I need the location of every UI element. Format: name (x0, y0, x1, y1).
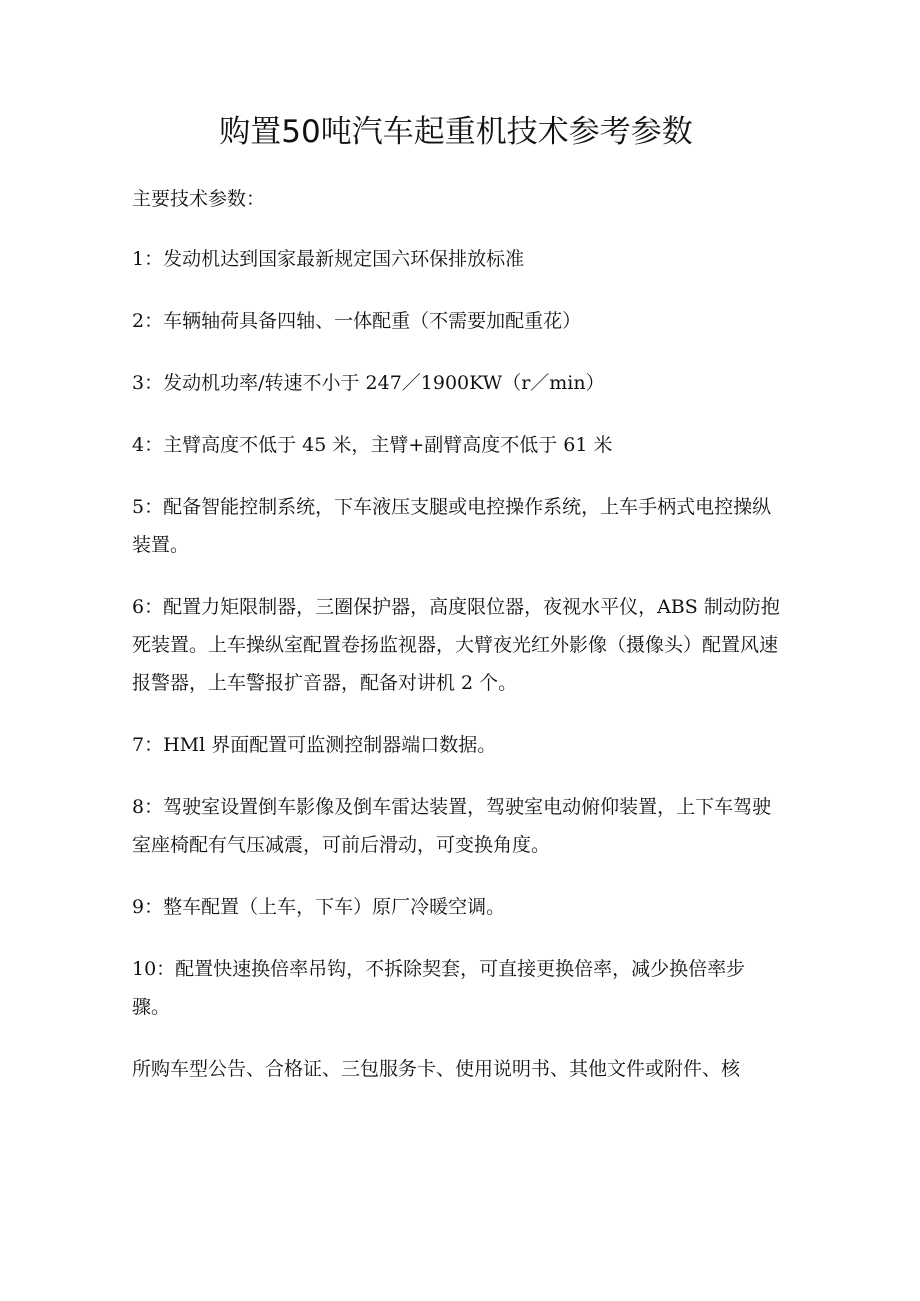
spec-item-2: 2：车辆轴荷具备四轴、一体配重（不需要加配重花） (132, 310, 582, 332)
spec-item-5: 5：配备智能控制系统，下车液压支腿或电控操作系统，上车手柄式电控操纵装置。 (132, 496, 772, 556)
spec-item-8: 8：驾驶室设置倒车影像及倒车雷达装置，驾驶室电动俯仰装置，上下车驾驶室座椅配有气压减震，可前后滑动，可变换角度。 (132, 796, 772, 856)
spec-item-10: 10：配置快速换倍率吊钩，不拆除契套，可直接更换倍率，减少换倍率步骤。 (132, 958, 746, 1018)
closing-paragraph: 所购车型公告、合格证、三包服务卡、使用说明书、其他文件或附件、核 (132, 1058, 741, 1080)
spec-item-3: 3：发动机功率/转速不小于 247／1900KW（r／min） (132, 372, 605, 394)
spec-item-6: 6：配置力矩限制器，三圈保护器，高度限位器，夜视水平仪，ABS 制动防抱死装置。上车操纵室配置卷扬监视器，大臂夜光红外影像（摄像头）配置风速报警器，上车警报扩音器，配备对讲机 2 个。 (132, 596, 780, 694)
section-heading: 主要技术参数： (132, 188, 266, 210)
spec-item-9: 9：整车配置（上车，下车）原厂冷暖空调。 (132, 896, 506, 918)
document-body (132, 180, 782, 1112)
spec-item-1: 1：发动机达到国家最新规定国六环保排放标准 (132, 248, 525, 270)
document-title: 购置50吨汽车起重机技术参考参数 (219, 114, 693, 150)
spec-item-7: 7：HMl 界面配置可监测控制器端口数据。 (132, 734, 497, 756)
spec-item-4: 4：主臂高度不低于 45 米，主臂+副臂高度不低于 61 米 (132, 434, 613, 456)
